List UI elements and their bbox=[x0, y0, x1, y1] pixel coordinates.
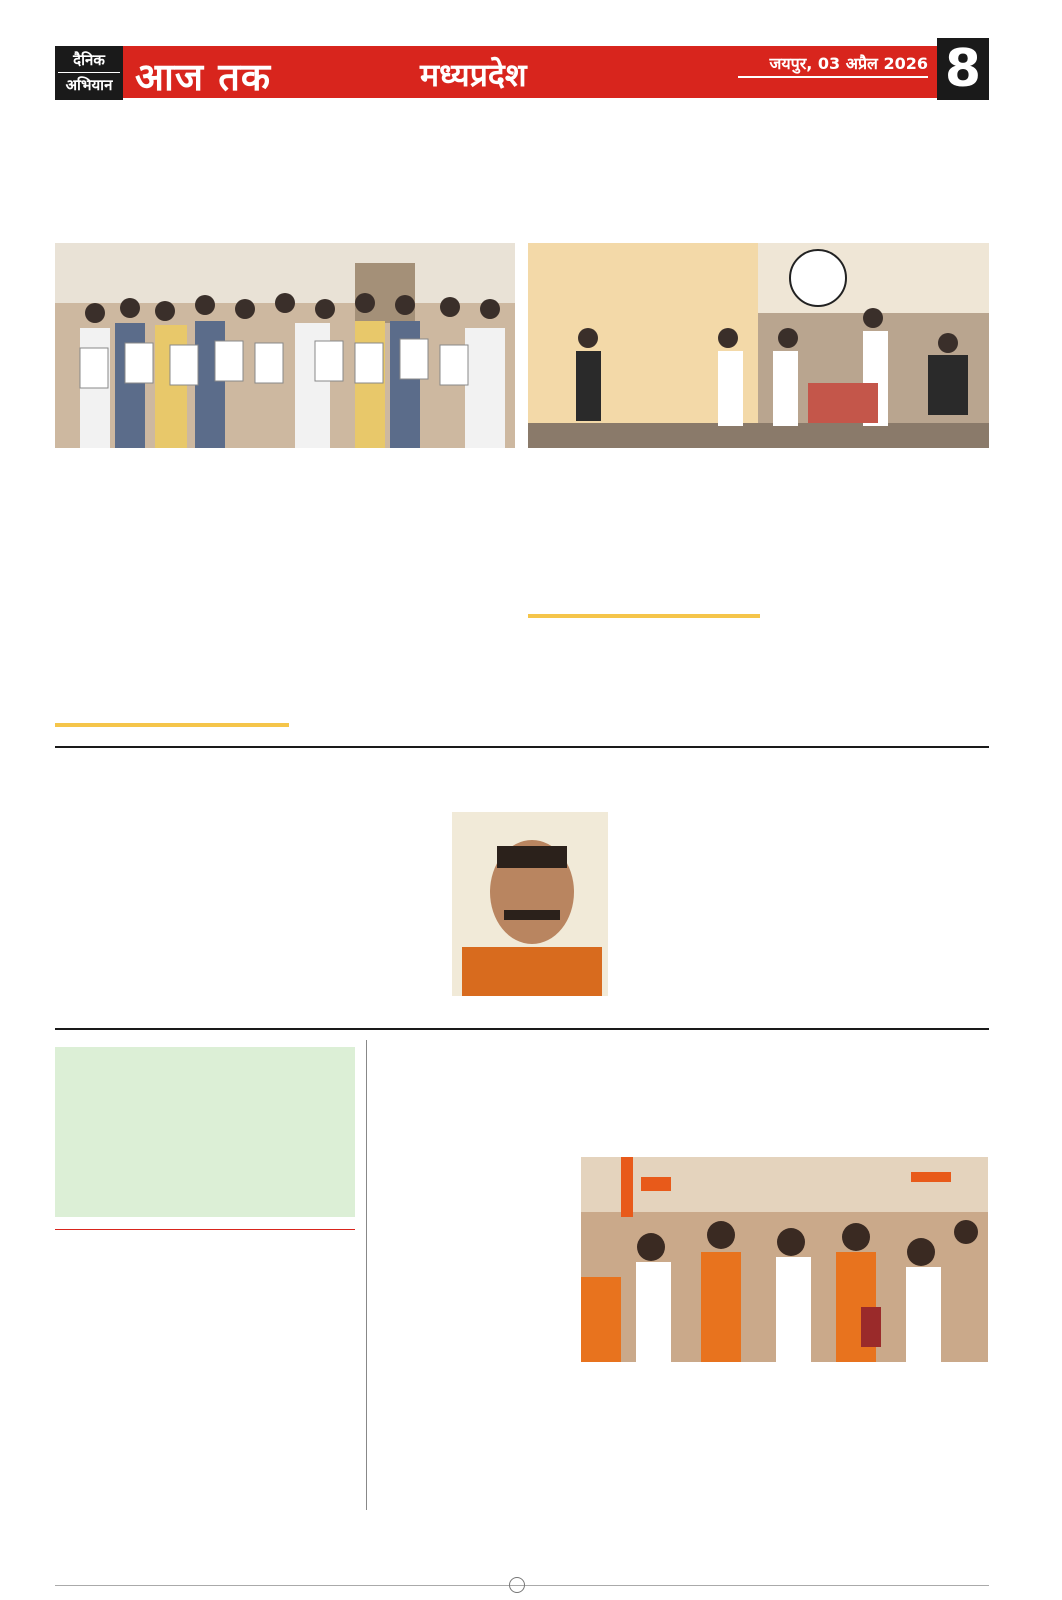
story2-portrait bbox=[452, 812, 608, 996]
story4-photo bbox=[581, 1157, 988, 1362]
logo-line2: अभियान bbox=[58, 72, 120, 97]
story1-subhead-1 bbox=[55, 723, 289, 727]
section-name: मध्यप्रदेश bbox=[420, 56, 527, 94]
page-number: 8 bbox=[937, 38, 989, 100]
logo-line1: दैनिक bbox=[73, 51, 105, 69]
dateline-rule bbox=[738, 76, 928, 78]
registration-mark bbox=[509, 1577, 525, 1593]
logo bbox=[55, 46, 123, 100]
story3-byline-rule bbox=[55, 1229, 355, 1230]
dateline: जयपुर, 03 अप्रैल 2026 bbox=[769, 54, 928, 73]
story3-headline-box bbox=[55, 1047, 355, 1217]
story1-photo-right bbox=[528, 243, 989, 448]
story1-subhead-2 bbox=[528, 614, 760, 618]
column-divider bbox=[366, 1040, 367, 1510]
section-divider-1 bbox=[55, 746, 989, 748]
story1-photo-left bbox=[55, 243, 515, 448]
section-divider-2 bbox=[55, 1028, 989, 1030]
brand-name: आज तक bbox=[135, 55, 272, 99]
